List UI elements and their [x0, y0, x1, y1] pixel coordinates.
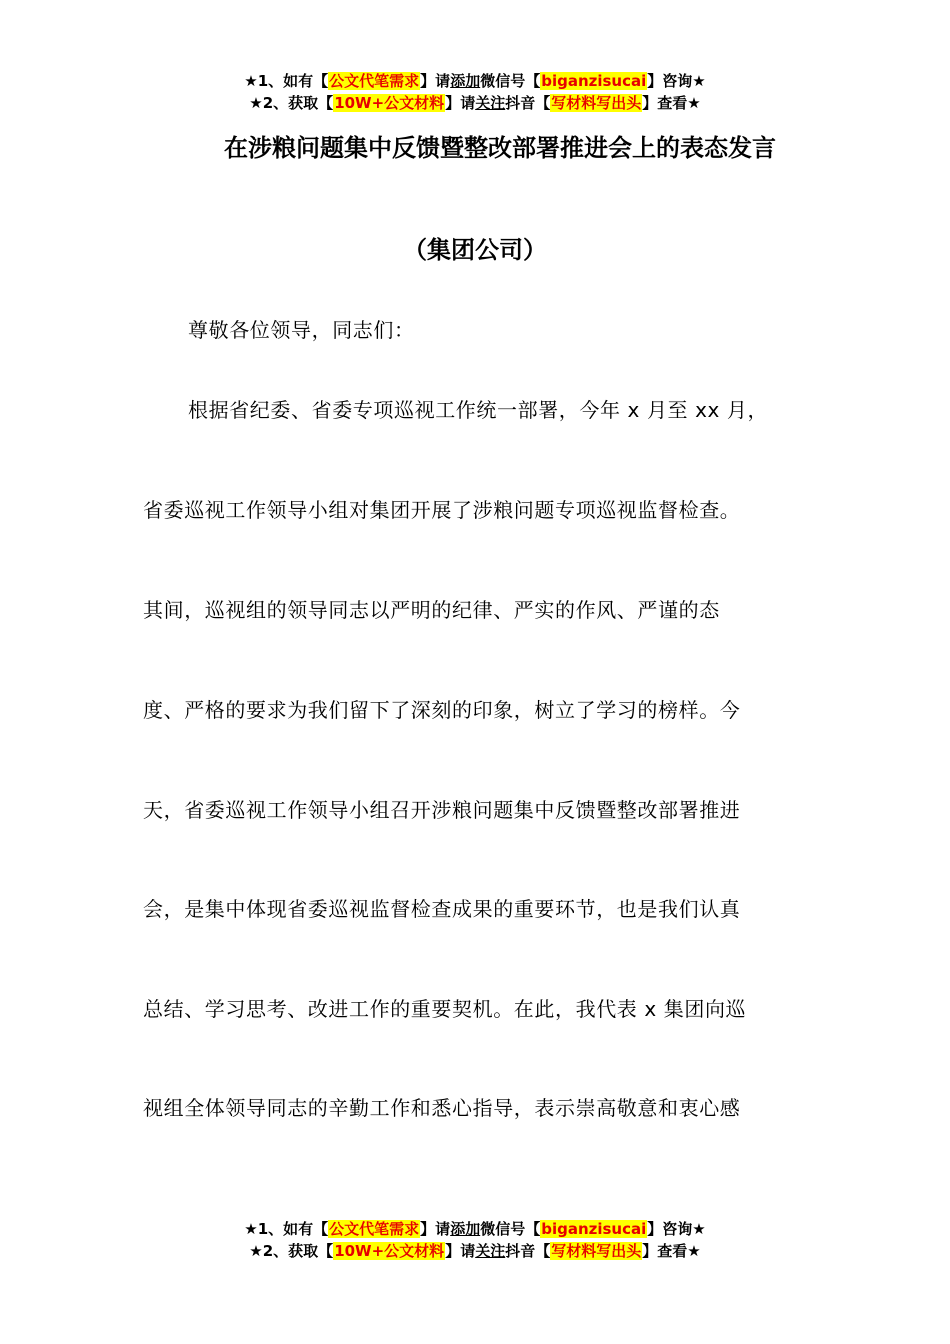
banner-line-2 — [0, 1240, 950, 1262]
top-banner — [0, 70, 950, 114]
banner-text: 】请 — [420, 72, 451, 90]
banner-text: 抖音【 — [505, 94, 551, 112]
banner-text: 】查看★ — [642, 1242, 701, 1260]
banner-text: 】咨询★ — [647, 1220, 706, 1238]
banner-text: 】请 — [445, 1242, 476, 1260]
banner-text: 】请 — [420, 1220, 451, 1238]
body-line: 会，是集中体现省委巡视监督检查成果的重要环节，也是我们认真 — [143, 897, 741, 921]
banner-line-1 — [0, 70, 950, 92]
underlined-text: 关注 — [475, 94, 506, 112]
highlight-douyin-account: 写材料写出头 — [551, 94, 642, 112]
highlight-materials: 10W+公文材料 — [334, 1242, 445, 1260]
body-line: 根据省纪委、省委专项巡视工作统一部署，今年 x 月至 xx 月， — [188, 398, 769, 422]
banner-line-1 — [0, 1218, 950, 1240]
highlight-douyin-account: 写材料写出头 — [551, 1242, 642, 1260]
banner-text: ★2、获取【 — [249, 94, 334, 112]
banner-text: 】查看★ — [642, 94, 701, 112]
banner-text: ★1、如有【 — [244, 72, 329, 90]
highlight-service: 公文代笔需求 — [329, 72, 420, 90]
body-line: 度、严格的要求为我们留下了深刻的印象，树立了学习的榜样。今 — [143, 698, 741, 722]
banner-text: ★2、获取【 — [249, 1242, 334, 1260]
underlined-text: 关注 — [475, 1242, 506, 1260]
highlight-service: 公文代笔需求 — [329, 1220, 420, 1238]
highlight-materials: 10W+公文材料 — [334, 94, 445, 112]
banner-text: ★1、如有【 — [244, 1220, 329, 1238]
body-line: 省委巡视工作领导小组对集团开展了涉粮问题专项巡视监督检查。 — [143, 498, 741, 522]
banner-text: 】请 — [445, 94, 476, 112]
banner-text: 抖音【 — [505, 1242, 551, 1260]
banner-text: 微信号【 — [480, 72, 541, 90]
document-subtitle: （集团公司） — [403, 236, 547, 264]
banner-text: 微信号【 — [480, 1220, 541, 1238]
banner-line-2 — [0, 92, 950, 114]
body-line: 总结、学习思考、改进工作的重要契机。在此，我代表 x 集团向巡 — [143, 997, 747, 1021]
salutation: 尊敬各位领导，同志们： — [188, 318, 415, 342]
body-line: 其间，巡视组的领导同志以严明的纪律、严实的作风、严谨的态 — [143, 598, 720, 622]
underlined-text: 添加 — [450, 72, 481, 90]
bottom-banner — [0, 1218, 950, 1262]
underlined-text: 添加 — [450, 1220, 481, 1238]
highlight-wechat-id: biganzisucai — [541, 1220, 647, 1238]
highlight-wechat-id: biganzisucai — [541, 72, 647, 90]
banner-text: 】咨询★ — [647, 72, 706, 90]
body-line: 视组全体领导同志的辛勤工作和悉心指导，表示崇高敬意和衷心感 — [143, 1096, 741, 1120]
body-line: 天，省委巡视工作领导小组召开涉粮问题集中反馈暨整改部署推进 — [143, 798, 741, 822]
document-title: 在涉粮问题集中反馈暨整改部署推进会上的表态发言 — [224, 134, 776, 162]
